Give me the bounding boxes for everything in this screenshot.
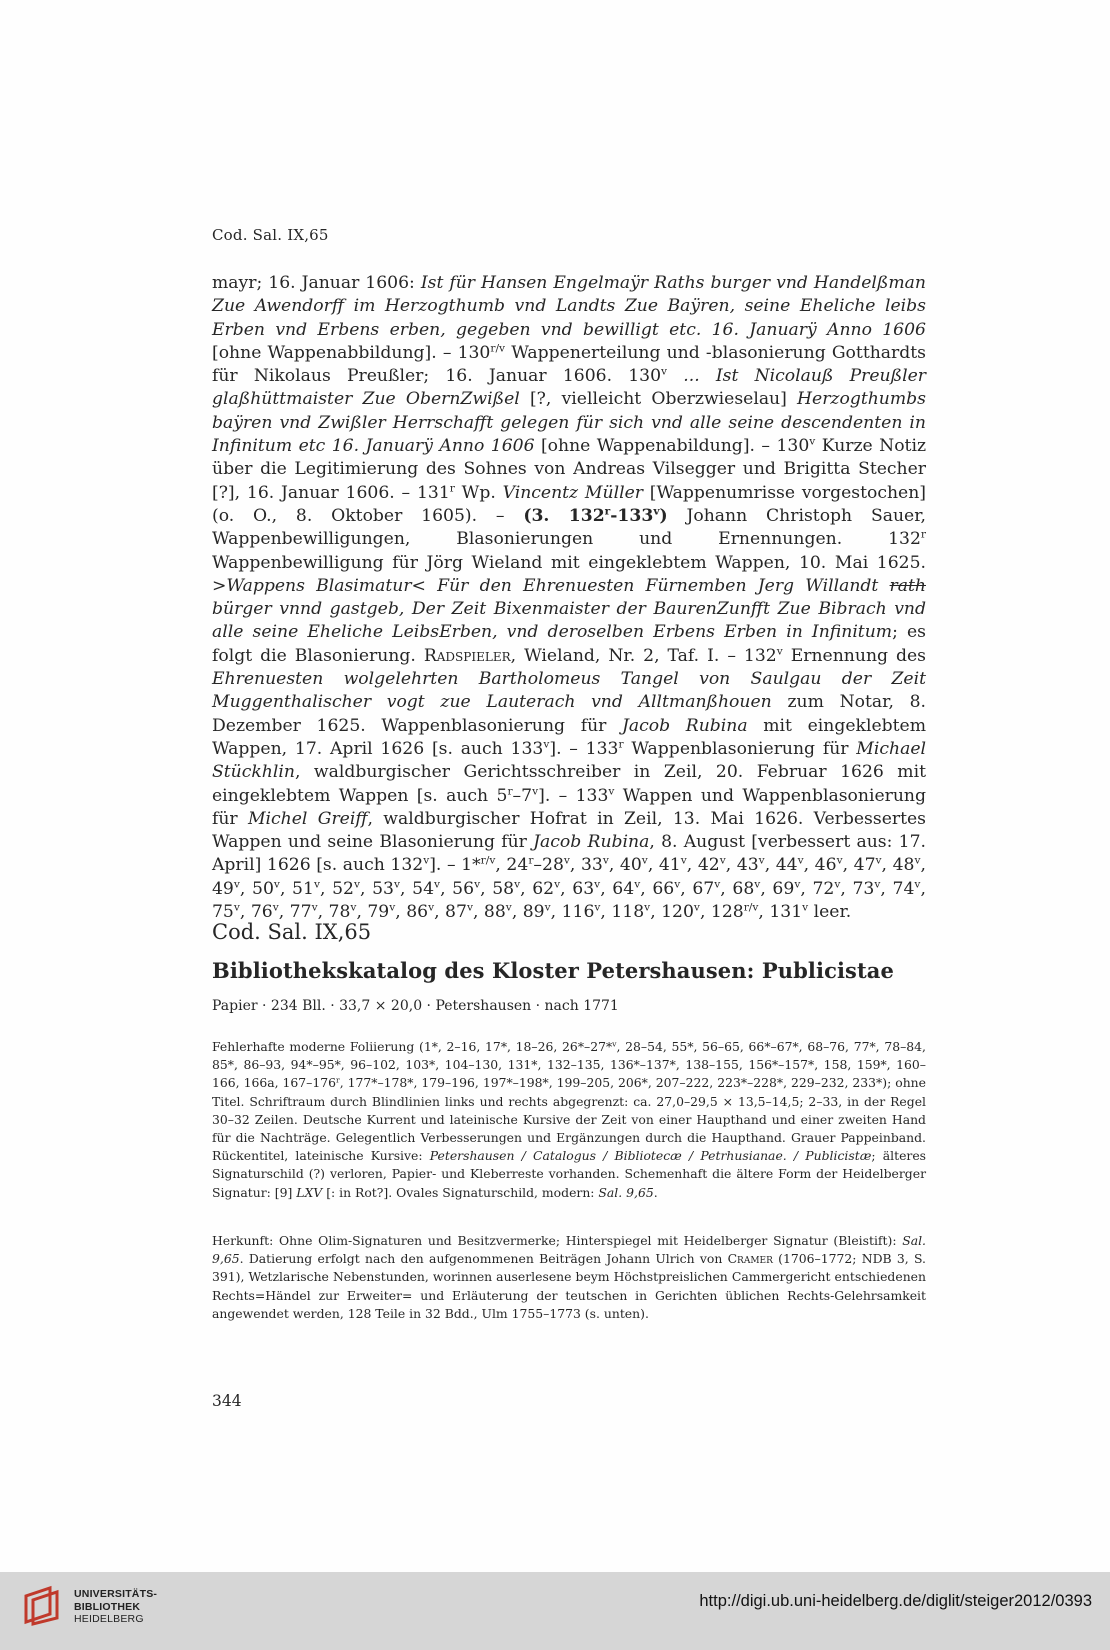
main_paragraph-run: , 47	[842, 855, 876, 876]
page-number: 344	[212, 1392, 242, 1410]
main_paragraph-run: -133	[610, 505, 654, 526]
main_paragraph-run: Ehrenuesten wolgelehrten Bartholomeus Tangel von Saulgau der Zeit Muggenthalischer vogt zue Lauterach vnd Alltmanßhouen	[212, 669, 926, 713]
main_paragraph-run: , 41	[647, 855, 681, 876]
main_paragraph-run: Johann Christoph Sauer, Wappenbewilligungen, Blasonierungen und Ernennungen. 132	[212, 505, 927, 550]
main_paragraph-run: Für den Ehrenuesten Fürnemben Jerg Willandt	[437, 575, 890, 596]
description-run: Sal. 9,65	[598, 1184, 654, 1200]
main_paragraph-run: , 78	[317, 902, 351, 923]
main_paragraph-run: Wp.	[454, 482, 503, 503]
main_paragraph-run: , 120	[650, 902, 694, 923]
main_paragraph-run: v	[641, 854, 648, 868]
main_paragraph-run: , 72	[800, 878, 835, 899]
main_paragraph-run: r/v	[743, 900, 759, 914]
main_paragraph-run: r	[618, 737, 624, 751]
running-head: Cod. Sal. IX,65	[212, 226, 329, 244]
main_paragraph-run: v	[653, 504, 660, 518]
main_paragraph-run: v	[350, 900, 357, 914]
provenance-run: Sal. 9,65	[212, 1233, 926, 1267]
main_paragraph-run	[667, 366, 683, 386]
main_paragraph-run: , 87	[434, 902, 467, 923]
description-run: , 28–54, 55*, 56–65, 66*–67*, 68–76, 77*, 78–84, 85*, 86–93, 94*–95*, 96–102, 103*, 104–130, 131*, 132–135, 136*–137*, 138–155, 156*–157*, 158, 159*, 160–166, 166a, 167–176	[212, 1039, 926, 1091]
main_paragraph-run: , 48	[881, 855, 915, 876]
main_paragraph-run: v	[874, 877, 881, 891]
description-run: , 177*–178*, 179–196, 197*–198*, 199–205, 206*, 207–222, 223*–228*, 229–232, 233*); ohne Titel. Schriftraum durch Blindlinien links und rechts abgegrenzt: ca. 27,0–29,5 × 13,5–14,5; 2–33, in der Regel 30–32 Zeilen. Deutsche Kurrent und lateinische Kursive der Zeit von einer Haupthand und einer zweiten Hand für die Nachträge. Gelegentlich Verbesserungen und Ergänzungen durch die Haupthand. Grauer Pappeinband. Rückentitel, lateinische Kursive:	[212, 1075, 926, 1164]
main_paragraph-run: –28	[533, 855, 564, 876]
main_paragraph-run: r/v	[480, 854, 496, 868]
main_paragraph-run: Jacob Rubina	[533, 832, 650, 853]
description-run: [: in Rot?]. Ovales Signaturschild, modern:	[322, 1184, 599, 1200]
main_paragraph-run: leer.	[808, 902, 852, 923]
main_paragraph-run: , 52	[319, 878, 354, 899]
main_paragraph-run: , 68	[720, 878, 755, 899]
main_paragraph-run: ... Ist Nicolauß Preußler glaßhüttmaister Zue ObernZwißel	[212, 366, 926, 410]
main_paragraph-run: , 86	[395, 902, 429, 923]
library-name-line1: UNIVERSITÄTS-	[74, 1588, 158, 1600]
description-run: r	[336, 1075, 340, 1085]
main_paragraph-run: , 33	[569, 855, 603, 876]
description-run: ; älteres Signaturschild (?) verloren, Papier- und Kleberreste vorhanden. Schemenhaft die ältere Form der Heidelberger Signatur: [9]	[212, 1148, 927, 1200]
main_paragraph-run: v	[423, 854, 430, 868]
description-run: Petershausen / Catalogus / Bibliotecæ / Petrhusianae. / Publicistæ	[429, 1148, 872, 1164]
entry-title: Bibliothekskatalog des Kloster Petershausen: Publicistae	[212, 958, 894, 983]
main_paragraph-run: v	[875, 854, 882, 868]
main_paragraph-run: , 54	[400, 878, 435, 899]
main_paragraph-run: r	[449, 481, 455, 495]
main_paragraph-run: v	[514, 877, 521, 891]
main_paragraph-run: v	[714, 877, 721, 891]
main_paragraph-run: mayr; 16. Januar 1606:	[212, 273, 421, 293]
main_paragraph-run: v	[680, 854, 687, 868]
main_paragraph-run: v	[794, 877, 801, 891]
main_paragraph-run: , waldburgischer Hofrat in Zeil, 13. Mai 1626. Verbessertes Wappen und seine Blasonierung für	[212, 808, 926, 853]
main_paragraph-run: , 76	[239, 902, 273, 923]
main_paragraph-run: Michel Greiff	[247, 808, 368, 829]
main_paragraph-run: v	[505, 900, 512, 914]
provenance-paragraph	[212, 1232, 926, 1323]
main_paragraph-run: , 75	[212, 878, 926, 923]
entry-meta: Papier · 234 Bll. · 33,7 × 20,0 · Petershausen · nach 1771	[212, 998, 619, 1014]
main_paragraph-run: Kurze Notiz über die Legitimierung des Sohnes von Andreas Vilsegger und Brigitta Stecher [?], 16. Januar 1606. – 131	[212, 436, 927, 503]
main_paragraph-run: v	[644, 900, 651, 914]
main_paragraph-run: <	[411, 575, 438, 596]
main_paragraph-run: v	[563, 854, 570, 868]
main_paragraph-run: r	[920, 527, 926, 541]
main_paragraph-run: , Wieland, Nr. 2, Taf. I. – 132	[510, 645, 777, 666]
main_paragraph-run: r	[604, 504, 611, 518]
main_paragraph-run: v	[719, 854, 726, 868]
main_paragraph-run: , 63	[560, 878, 595, 899]
main_paragraph-run: (3. 132	[523, 505, 605, 526]
main_paragraph-run: , 40	[608, 855, 642, 876]
main_paragraph-run: Wappen und Wappenblasonierung für	[212, 785, 927, 829]
main_paragraph-run: , 50	[239, 878, 274, 899]
main_paragraph-run: [ohne Wappenabildung]. – 130	[534, 436, 810, 457]
main_paragraph-run: v	[809, 434, 816, 448]
main_paragraph-run: , 74	[880, 878, 915, 899]
main_paragraph-run: v	[273, 877, 280, 891]
description-paragraph	[212, 1038, 926, 1202]
main_paragraph-run: ]. – 133	[549, 738, 619, 759]
main_paragraph-run: , 88	[472, 902, 506, 923]
main_paragraph-run: v	[758, 854, 765, 868]
main_paragraph-run: v	[674, 877, 681, 891]
main_paragraph-run: [Wappenumrisse vorgestochen] (o. O., 8. Oktober 1605). –	[212, 482, 926, 526]
main_paragraph-run: v	[661, 364, 668, 378]
provenance-run: (1706–1772; NDB 3, S. 391), Wetzlarische Nebenstunden, worinnen auserlesene beym Höchstpreislichen Cammergericht entschiedenen Rechts=Händel zur Erweiter= und Erläuterung der teutschen in Gerichten üblichen Rechts-Gelehrsamkeit angewendet werden, 128 Teile in 32 Bdd., Ulm 1755–1773 (s. unten).	[212, 1251, 926, 1321]
main_paragraph-run: v	[836, 854, 843, 868]
main-paragraph	[212, 272, 926, 924]
main_paragraph-run: v	[594, 877, 601, 891]
main_paragraph-run: r/v	[490, 341, 506, 355]
main_paragraph-run: v	[532, 784, 539, 798]
main_paragraph-run: v	[353, 877, 360, 891]
main_paragraph-run: , 116	[550, 902, 595, 923]
main_paragraph-run: v	[634, 877, 641, 891]
main_paragraph-run: v	[434, 877, 441, 891]
main_paragraph-run: [?, vielleicht Oberzwieselau]	[519, 389, 798, 410]
main_paragraph-run: , 42	[686, 855, 720, 876]
library-name-line3: HEIDELBERG	[74, 1613, 144, 1625]
main_paragraph-run: zum Notar, 8. Dezember 1625. Wappenblasonierung für	[212, 692, 927, 736]
main_paragraph-run: Ernennung des	[782, 645, 926, 666]
main_paragraph-run: , 73	[840, 878, 875, 899]
main_paragraph-run: , 51	[279, 878, 314, 899]
main_paragraph-run: , 66	[640, 878, 675, 899]
main_paragraph-run: r	[507, 784, 513, 798]
entry-siglum: Cod. Sal. IX,65	[212, 920, 372, 944]
main_paragraph-run: , 77	[278, 902, 312, 923]
main_paragraph-run: Michael Stückhlin	[212, 738, 926, 783]
main_paragraph-run: Herzogthumbs baÿren vnd Zwißler Herrschafft gelegen für sich vnd alle seine descendenten in Infinitum etc 16. Januarÿ Anno 1606	[212, 389, 926, 457]
main_paragraph-run: v	[466, 900, 473, 914]
main_paragraph-run: , 43	[725, 855, 759, 876]
main_paragraph-run: ]. – 133	[538, 785, 609, 806]
main_paragraph-run: v	[428, 900, 435, 914]
description-run: .	[653, 1184, 658, 1200]
main-text-block	[212, 272, 926, 924]
main_paragraph-run: v	[594, 900, 601, 914]
main_paragraph-run: Radspieler	[423, 645, 511, 666]
main_paragraph-run: v	[693, 900, 700, 914]
description-block	[212, 1038, 926, 1202]
main_paragraph-run: , 46	[803, 855, 837, 876]
main_paragraph-run: , 67	[680, 878, 715, 899]
description-run: Fehlerhafte moderne Foliierung (1*, 2–16, 17*, 18–26, 26*–27*	[212, 1039, 613, 1054]
library-name-line2: BIBLIOTHEK	[74, 1600, 141, 1613]
main_paragraph-run: v	[394, 877, 401, 891]
main_paragraph-run: Ist für Hansen Engelmaÿr Raths burger vnd Handelßman Zue Awendorff im Herzogthumb vnd Landts Zue Baÿren, seine Eheliche leibs Erben vnd Erbens erben, gegeben vnd bewilligt etc. 16. Januarÿ Anno 1606	[212, 273, 926, 340]
main_paragraph-run: Jacob Rubina	[622, 715, 748, 736]
main_paragraph-run: )	[659, 505, 668, 526]
main_paragraph-run: ]. – 1*	[429, 855, 481, 876]
main_paragraph-run: , 118	[600, 902, 645, 923]
main_paragraph-run: , 8. August [verbessert aus: 17. April] 1626 [s. auch 132	[212, 832, 927, 876]
main_paragraph-run: , 89	[511, 902, 545, 923]
main_paragraph-run: , 128	[699, 902, 744, 923]
main_paragraph-run: , 24	[495, 855, 529, 876]
main_paragraph-run: v	[914, 854, 921, 868]
main_paragraph-run: v	[776, 644, 783, 658]
main_paragraph-run: v	[914, 877, 921, 891]
main_paragraph-run: v	[233, 900, 240, 914]
footer-bar	[0, 1572, 1110, 1650]
main_paragraph-run: , 56	[440, 878, 475, 899]
main_paragraph-run: v	[272, 900, 279, 914]
main_paragraph-run: , waldburgischer Gerichtsschreiber in Zeil, 20. Februar 1626 mit eingeklebtem Wappen [s. auch 5	[212, 762, 926, 806]
main_paragraph-run: , 49	[212, 855, 926, 899]
main_paragraph-run: Vincentz Müller	[502, 482, 643, 503]
source-url-link[interactable]: http://digi.ub.uni-heidelberg.de/diglit/steiger2012/0393	[699, 1592, 1092, 1610]
main_paragraph-run: v	[834, 877, 841, 891]
main_paragraph-run: , 79	[356, 902, 390, 923]
main_paragraph-run: v	[802, 900, 809, 914]
provenance-run: Herkunft: Ohne Olim-Signaturen und Besitzvermerke; Hinterspiegel mit Heidelberger Signatur (Bleistift):	[212, 1233, 903, 1248]
provenance-run: . Datierung erfolgt nach den aufgenommenen Beiträgen Johann Ulrich von	[239, 1251, 728, 1267]
library-name[interactable]	[74, 1588, 157, 1626]
main_paragraph-run: v	[754, 877, 761, 891]
main_paragraph-run: v	[389, 900, 396, 914]
main_paragraph-run: v	[554, 877, 561, 891]
main_paragraph-run: v	[544, 900, 551, 914]
main_paragraph-run: –7	[512, 785, 533, 806]
main_paragraph-run: v	[797, 854, 804, 868]
description-run: LXV	[296, 1184, 323, 1200]
main_paragraph-run: [ohne Wappenabbildung]. – 130	[212, 342, 491, 363]
main_paragraph-run: mit eingeklebtem Wappen, 17. April 1626 [s. auch 133	[212, 715, 926, 759]
provenance-run: Cramer	[727, 1251, 773, 1267]
main_paragraph-run: , 44	[764, 855, 798, 876]
main_paragraph-run: v	[608, 784, 615, 798]
main_paragraph-run: v	[311, 900, 318, 914]
main_paragraph-run: Wappenerteilung und -blasonierung Gotthardts für Nikolaus Preußler; 16. Januar 1606. 130	[212, 342, 926, 387]
ub-heidelberg-logo-icon[interactable]	[20, 1584, 64, 1628]
provenance-block	[212, 1232, 926, 1323]
main_paragraph-run: r	[528, 854, 534, 868]
main_paragraph-run: Wappenbewilligung für Jörg Wieland mit eingeklebtem Wappen, 10. Mai 1625. >	[212, 552, 926, 596]
main_paragraph-run: rath	[889, 575, 926, 596]
main_paragraph-run: , 69	[760, 878, 795, 899]
main_paragraph-run: , 64	[600, 878, 635, 899]
main_paragraph-run: Wappens Blasimatur	[226, 575, 412, 596]
main_paragraph-run: , 53	[360, 878, 394, 899]
main_paragraph-run: v	[233, 877, 240, 891]
main_paragraph-run: bürger vnnd gastgeb, Der Zeit Bixenmaister der BaurenZunfft Zue Bibrach vnd alle seine Eheliche LeibsErben, vnd deroselben Erbens Erben in Infinitum	[212, 599, 926, 643]
main_paragraph-run: v	[543, 737, 550, 751]
main_paragraph-run: , 58	[480, 878, 515, 899]
main_paragraph-run: v	[474, 877, 481, 891]
main_paragraph-run: , 62	[520, 878, 555, 899]
main_paragraph-run: v	[313, 877, 320, 891]
main_paragraph-run: Wappenblasonierung für	[623, 738, 857, 759]
main_paragraph-run: v	[602, 854, 609, 868]
description-run: v	[612, 1039, 617, 1049]
main_paragraph-run: ; es folgt die Blasonierung.	[212, 622, 926, 666]
main_paragraph-run: , 131	[758, 902, 803, 923]
